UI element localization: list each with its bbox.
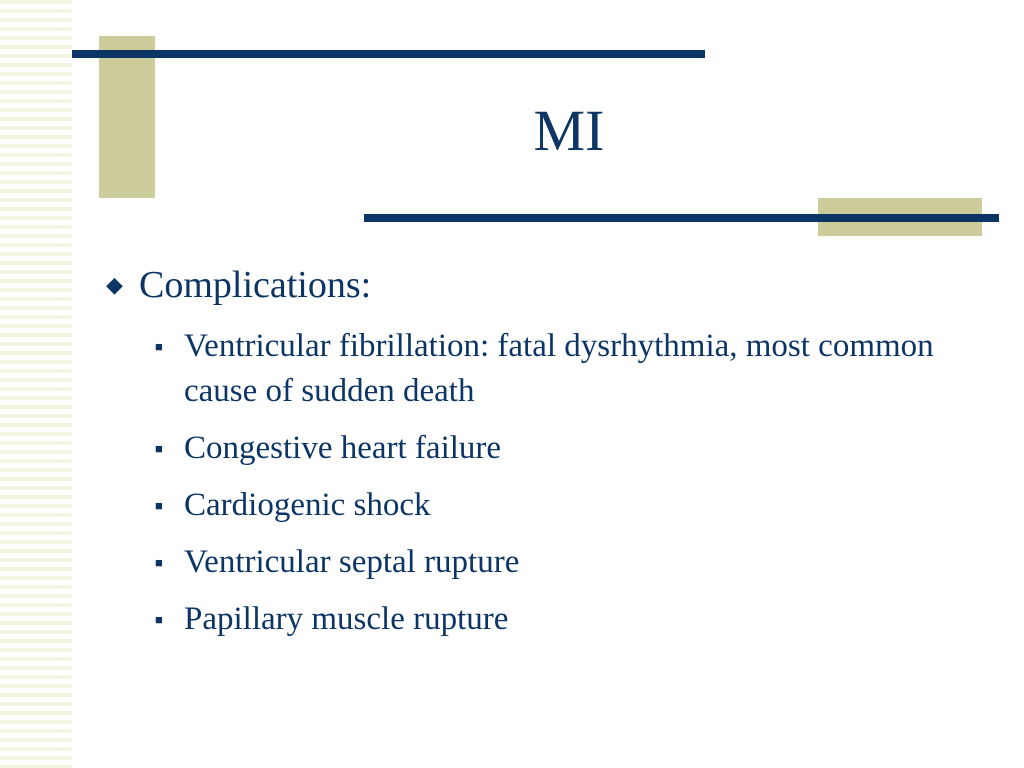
slide-title: MI [533,98,605,163]
title-rule-top [72,50,705,58]
bullet-text: Complications: [139,264,372,306]
list-item-text: Ventricular fibrillation: fatal dysrhythmia, most common cause of sudden death [184,328,934,409]
list-item [155,540,965,585]
list-item-text: Papillary muscle rupture [184,601,509,637]
list-item [155,426,965,471]
title-rule-bottom [364,214,999,222]
square-bullet-icon: ■ [155,555,163,570]
list-item [155,483,965,528]
square-bullet-icon: ■ [155,441,163,456]
square-bullet-icon: ■ [155,612,163,627]
bullet-complications [106,262,966,308]
square-bullet-icon: ■ [155,339,163,354]
diamond-bullet-icon: ◆ [106,272,123,297]
list-item [155,597,965,642]
decorative-stripe-band [0,0,72,768]
list-item [155,324,965,414]
decorative-block-left [99,36,155,198]
square-bullet-icon: ■ [155,498,163,513]
list-item-text: Ventricular septal rupture [184,544,520,580]
complications-list [155,324,965,654]
list-item-text: Congestive heart failure [184,430,502,466]
list-item-text: Cardiogenic shock [184,487,431,523]
